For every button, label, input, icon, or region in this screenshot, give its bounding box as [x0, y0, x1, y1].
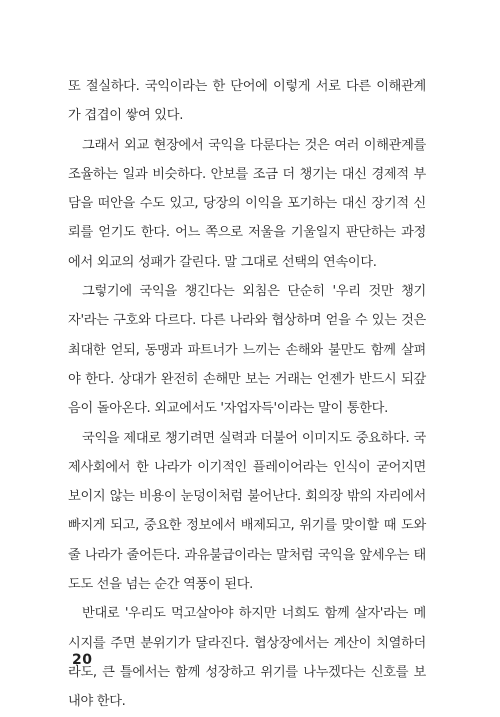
paragraph-4: 국익을 제대로 챙기려면 실력과 더불어 이미지도 중요하다. 국제사회에서 한 나라가 이기적인 플레이어라는 인식이 굳어지면 보이지 않는 비용이 눈덩이처럼 불어난다. 회의장 밖의 자리에서 빠지게 되고, 중요한 정보에서 배제되고, 위기를 맞이할 때 도와줄 나라가 줄어든다. 과유불급이라는 말처럼 국익을 앞세우는 태도도 선을 넘는 순간 역풍이 된다. [68, 430, 426, 593]
paragraph-1: 또 절실하다. 국익이라는 한 단어에 이렇게 서로 다른 이해관계가 겹겹이 쌓여 있다. [68, 79, 426, 124]
paragraph-3: 그렇기에 국익을 챙긴다는 외침은 단순히 '우리 것만 챙기자'라는 구호와 다르다. 다른 나라와 협상하며 얻을 수 있는 것은 최대한 얻되, 동맹과 파트너가 느끼는 손해와 불만도 함께 살펴야 한다. 상대가 완전히 손해만 보는 거래는 언젠가 반드시 되갚음이 돌아온다. 외교에서도 '자업자득'이라는 말이 통한다. [68, 284, 426, 417]
page-number: 20 [72, 652, 93, 668]
body-text [68, 72, 426, 717]
paragraph-2: 그래서 외교 현장에서 국익을 다룬다는 것은 여러 이해관계를 조율하는 일과 비슷하다. 안보를 조금 더 챙기는 대신 경제적 부담을 떠안을 수도 있고, 당장의 이익을 포기하는 대신 장기적 신뢰를 얻기도 한다. 어느 쪽으로 저울을 기울일지 판단하는 과정에서 외교의 성패가 갈린다. 말 그대로 선택의 연속이다. [68, 137, 426, 270]
paragraph-5: 반대로 '우리도 먹고살아야 하지만 너희도 함께 살자'라는 메시지를 주면 분위기가 달라진다. 협상장에서는 계산이 치열하더라도, 큰 틀에서는 함께 성장하고 위기를 나누겠다는 신호를 보내야 한다. [68, 606, 426, 710]
